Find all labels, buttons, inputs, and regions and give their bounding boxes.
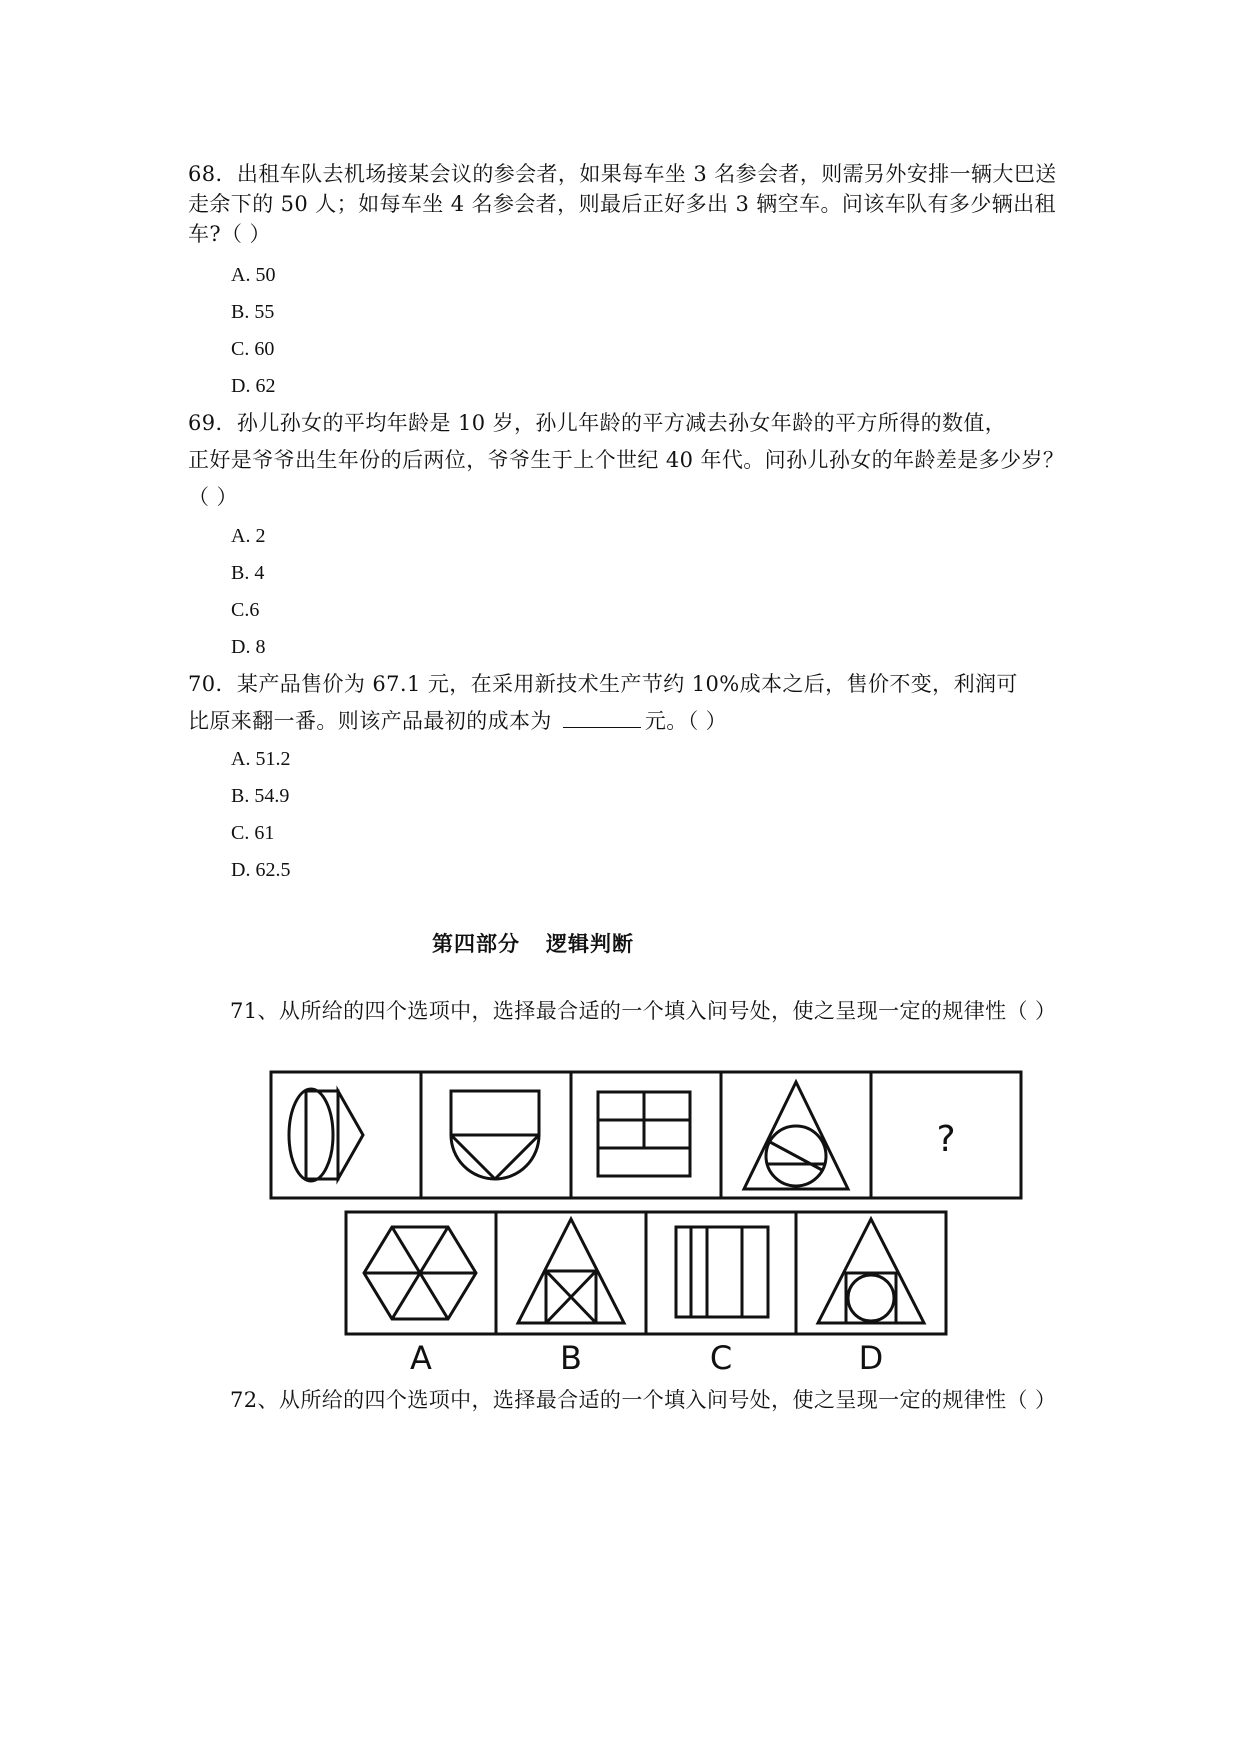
q71-stem: 71、从所给的四个选项中，选择最合适的一个填入问号处，使之呈现一定的规律性（ ） [230,999,1057,1023]
q68-option-a: A. 50 [231,264,276,286]
q71-figure [266,1067,1026,1377]
q69-line-3: （ ） [188,485,238,509]
option-d-triangle-circle [818,1219,924,1323]
section-name: 逻辑判断 [546,931,634,956]
q70-line-2 [188,706,727,736]
section-part: 第四部分 [432,931,520,956]
option-b-triangle-square [518,1219,624,1323]
q70-line-2-after: 元。（ ） [644,709,728,733]
q70-option-a: A. 51.2 [231,748,291,770]
q72-stem: 72、从所给的四个选项中，选择最合适的一个填入问号处，使之呈现一定的规律性（ ） [230,1388,1057,1412]
q71-figure-svg [266,1067,1026,1377]
section-heading [432,929,634,959]
q68-option-c: C. 60 [231,338,275,360]
q69-line-1: 69．孙儿孙女的平均年龄是 10 岁，孙儿年龄的平方减去孙女年龄的平方所得的数值， [188,411,1007,435]
q68-option-b: B. 55 [231,301,275,323]
option-label-d: D [858,1339,884,1377]
option-label-c: C [709,1339,733,1377]
q69-option-d: D. 8 [231,636,266,658]
figure-ellipse-rect-arrow [289,1089,363,1181]
q68-option-d: D. 62 [231,375,276,397]
q70-line-1: 70．某产品售价为 67.1 元，在采用新技术生产节约 10%成本之后，售价不变，利润可 [188,672,1018,696]
figure-shield-triangle [451,1091,539,1179]
q70-option-d: D. 62.5 [231,859,291,881]
option-c-stripes [676,1227,768,1317]
question-mark: ? [936,1119,956,1160]
q68-line-1: 68．出租车队去机场接某会议的参会者，如果每车坐 3 名参会者，则需另外安排一辆大巴送 [188,162,1057,186]
option-label-a: A [410,1339,432,1377]
q69-option-b: B. 4 [231,562,265,584]
q70-option-c: C. 61 [231,822,275,844]
figure-grid-rect [598,1092,690,1176]
q70-line-2-before: 比原来翻一番。则该产品最初的成本为 [188,709,552,733]
q69-option-c: C.6 [231,599,260,621]
q68-line-2: 走余下的 50 人；如每车坐 4 名参会者，则最后正好多出 3 辆空车。问该车队有多少辆出租 [188,192,1056,216]
q69-line-2: 正好是爷爷出生年份的后两位，爷爷生于上个世纪 40 年代。问孙儿孙女的年龄差是多少岁？ [188,448,1065,472]
q70-option-b: B. 54.9 [231,785,290,807]
answer-blank [563,707,641,728]
figure-triangle-circle [744,1082,848,1189]
q69-option-a: A. 2 [231,525,266,547]
q68-line-3: 车?（ ） [188,222,271,246]
option-label-b: B [560,1339,582,1377]
option-a-hexagon [364,1227,476,1319]
